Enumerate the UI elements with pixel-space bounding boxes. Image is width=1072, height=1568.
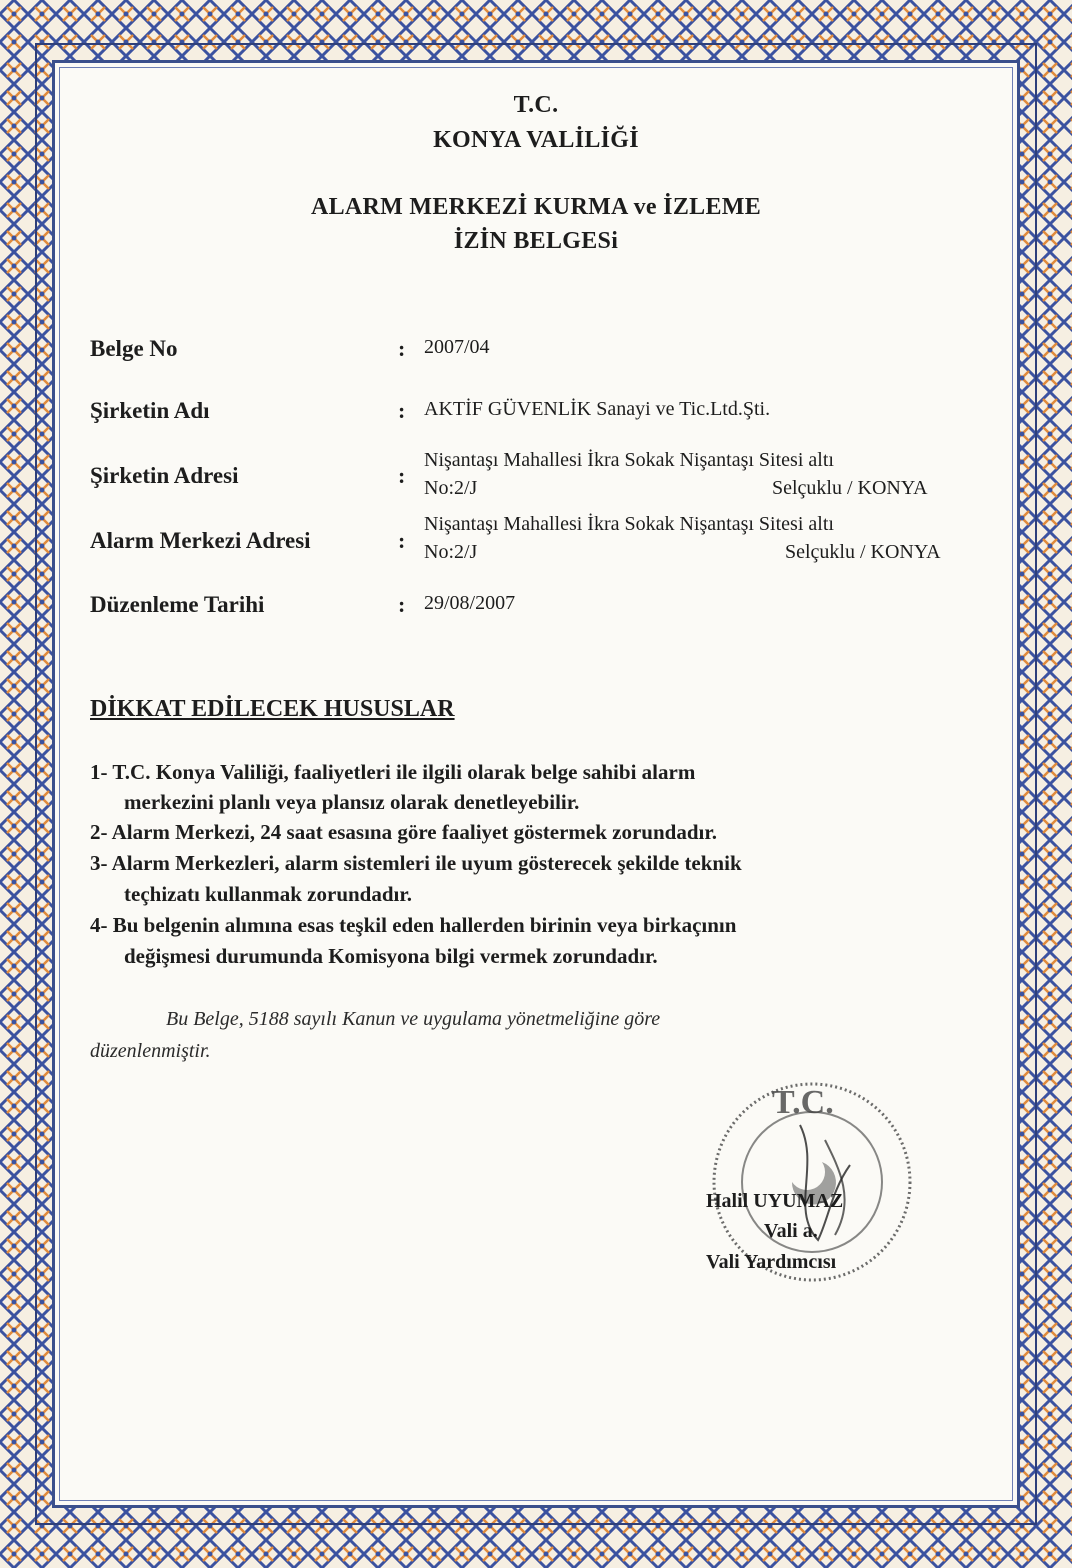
sirket-adi-label: Şirketin Adı: [90, 398, 210, 423]
sirket-adresi-colon: :: [398, 463, 406, 488]
signatory-role-1: Vali a.: [764, 1220, 818, 1242]
alarm-adresi-colon: :: [398, 528, 406, 553]
document-title-line1: ALARM MERKEZİ KURMA ve İZLEME: [310, 194, 762, 220]
alarm-adresi-line2: No:2/J: [424, 541, 478, 563]
sirket-adi-colon: :: [398, 398, 406, 423]
seal-text: T.C.: [772, 1084, 834, 1121]
note-item-3-line2: teçhizatı kullanmak zorundadır.: [124, 882, 413, 906]
alarm-adresi-city: Selçuklu / KONYA: [785, 541, 941, 563]
note-item-2: 2- Alarm Merkezi, 24 saat esasına göre faaliyet göstermek zorundadır.: [90, 820, 717, 844]
header-authority: KONYA VALİLİĞİ: [433, 127, 639, 153]
tarih-colon: :: [398, 592, 406, 617]
sirket-adresi-line2: No:2/J: [424, 477, 478, 499]
header-country: T.C.: [513, 92, 559, 118]
signatory-name: Halil UYUMAZ: [706, 1190, 844, 1212]
note-item-3-line1: 3- Alarm Merkezleri, alarm sistemleri ile uyum gösterecek şekilde teknik: [90, 851, 742, 875]
alarm-adresi-label: Alarm Merkezi Adresi: [90, 528, 311, 553]
alarm-adresi-line1: Nişantaşı Mahallesi İkra Sokak Nişantaşı Sitesi altı: [424, 513, 834, 535]
belge-no-value: 2007/04: [424, 336, 490, 358]
note-item-1-line1: 1- T.C. Konya Valiliği, faaliyetleri ile ilgili olarak belge sahibi alarm: [90, 760, 696, 784]
tarih-value: 29/08/2007: [424, 592, 516, 614]
document-title-line2: İZİN BELGESi: [453, 228, 619, 254]
notes-heading: DİKKAT EDİLECEK HUSUSLAR: [90, 696, 455, 722]
note-item-4-line2: değişmesi durumunda Komisyona bilgi vermek zorundadır.: [124, 944, 658, 968]
law-note-line1: Bu Belge, 5188 sayılı Kanun ve uygulama yönetmeliğine göre: [166, 1008, 661, 1030]
sirket-adresi-line1: Nişantaşı Mahallesi İkra Sokak Nişantaşı Sitesi altı: [424, 449, 834, 471]
tarih-label: Düzenleme Tarihi: [90, 592, 265, 617]
belge-no-label: Belge No: [90, 336, 178, 361]
note-item-4-line1: 4- Bu belgenin alımına esas teşkil eden hallerden birinin veya birkaçının: [90, 913, 737, 937]
sirket-adresi-city: Selçuklu / KONYA: [772, 477, 928, 499]
signatory-role-2: Vali Yardımcısı: [706, 1251, 837, 1273]
sirket-adi-value: AKTİF GÜVENLİK Sanayi ve Tic.Ltd.Şti.: [424, 398, 771, 420]
law-note-line2: düzenlenmiştir.: [90, 1040, 211, 1062]
sirket-adresi-label: Şirketin Adresi: [90, 463, 239, 488]
belge-no-colon: :: [398, 336, 406, 361]
note-item-1-line2: merkezini planlı veya plansız olarak denetleyebilir.: [124, 790, 580, 814]
